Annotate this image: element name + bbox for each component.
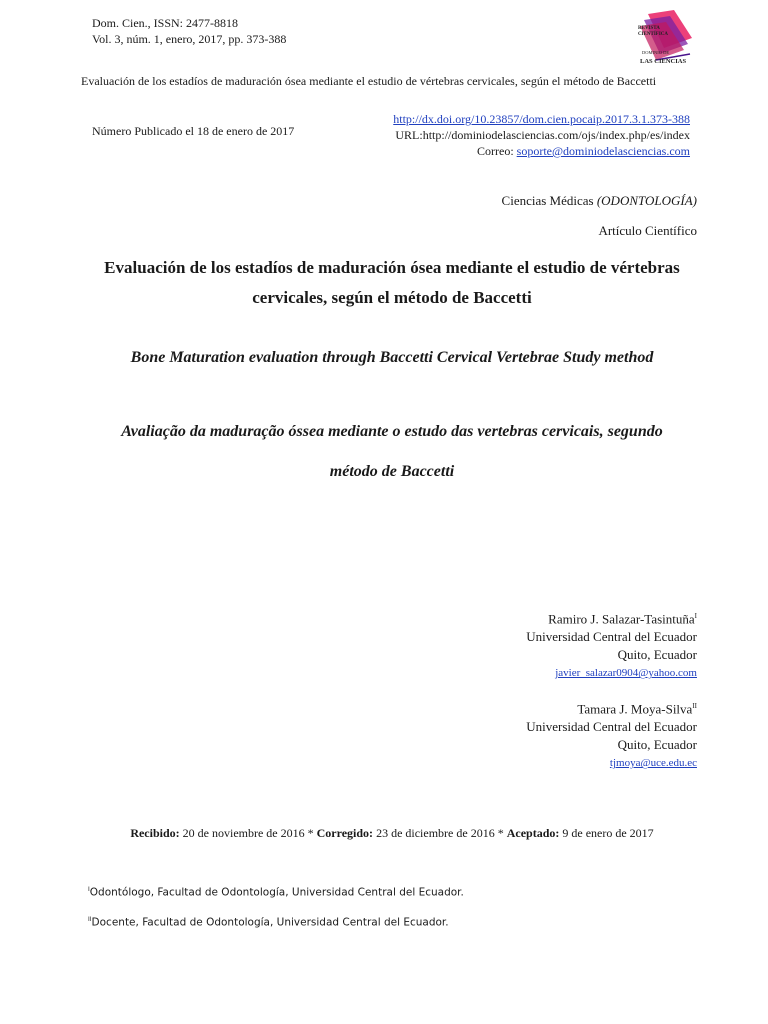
journal-info (92, 15, 286, 47)
category-line (300, 193, 697, 209)
footnote-text-2: Docente, Facultad de Odontología, Universidad Central del Ecuador. (91, 916, 449, 929)
author-name-2 (400, 697, 697, 718)
author-email-1[interactable]: javier_salazar0904@yahoo.com (555, 667, 697, 680)
title-portuguese-line2: método de Baccetti (329, 463, 455, 480)
article-dates (40, 826, 744, 841)
journal-volume: Vol. 3, núm. 1, enero, 2017, pp. 373-388 (92, 32, 287, 46)
received-date: 20 de noviembre de 2016 * (179, 826, 317, 840)
article-type: Artículo Científico (598, 223, 697, 238)
author-name-1 (400, 607, 697, 628)
contact-label: Correo: (477, 144, 517, 158)
accepted-label: Aceptado: (506, 826, 560, 840)
journal-url: URL:http://dominiodelasciencias.com/ojs/index.php/es/index (395, 128, 690, 142)
author-affiliation-2: Universidad Central del Ecuador (526, 719, 697, 735)
author-block-1 (400, 607, 697, 682)
footnote-2 (88, 916, 449, 929)
author-email-2[interactable]: tjmoya@uce.edu.ec (609, 757, 697, 770)
title-portuguese-line1: Avaliação da maduração óssea mediante o estudo das vertebras cervicais, segundo (121, 423, 663, 440)
author-location-2: Quito, Ecuador (617, 737, 697, 753)
footnote-mark-1: I (88, 886, 90, 893)
contact-line (340, 143, 690, 159)
footnote-1 (88, 886, 464, 899)
footnote-text-1: Odontólogo, Facultad de Odontología, Universidad Central del Ecuador. (89, 886, 464, 899)
links-block (340, 111, 690, 159)
journal-issn: Dom. Cien., ISSN: 2477-8818 (92, 16, 239, 30)
logo-text-2: CIENTÍFICA (638, 32, 669, 37)
author-name-text-2: Tamara J. Moya-Silva (577, 701, 693, 717)
logo-text-3: DOMINIO DE (642, 50, 670, 55)
author-mark-2: II (692, 702, 697, 710)
author-name-text-1: Ramiro J. Salazar-Tasintuña (548, 611, 695, 627)
author-block-2 (400, 697, 697, 772)
title-english: Bone Maturation evaluation through Baccetti Cervical Vertebrae Study method (130, 349, 654, 366)
journal-logo (634, 8, 698, 66)
author-location-1: Quito, Ecuador (617, 647, 697, 663)
author-mark-1: I (694, 612, 697, 620)
category-subarea: (ODONTOLOGÍA) (596, 193, 697, 208)
logo-text-4: LAS CIENCIAS (640, 58, 687, 65)
received-label: Recibido: (130, 826, 180, 840)
logo-text-1: REVISTA (638, 26, 660, 31)
title-spanish: Evaluación de los estadíos de maduración ósea mediante el estudio de vértebras cervicales, según el método de Baccetti (104, 258, 680, 307)
corrected-label: Corregido: (316, 826, 374, 840)
corrected-date: 23 de diciembre de 2016 * (373, 826, 507, 840)
footnote-mark-2: II (88, 916, 92, 923)
contact-email-link[interactable]: soporte@dominiodelasciencias.com (516, 144, 690, 158)
accepted-date: 9 de enero de 2017 (559, 826, 654, 840)
author-affiliation-1: Universidad Central del Ecuador (526, 629, 697, 645)
publication-date: Número Publicado el 18 de enero de 2017 (92, 124, 295, 138)
doi-link[interactable]: http://dx.doi.org/10.23857/dom.cien.pocaip.2017.3.1.373-388 (393, 112, 690, 126)
running-title: Evaluación de los estadíos de maduración ósea mediante el estudio de vértebras cervicales, según el método de Baccetti (81, 74, 657, 88)
category-area: Ciencias Médicas (501, 193, 597, 208)
